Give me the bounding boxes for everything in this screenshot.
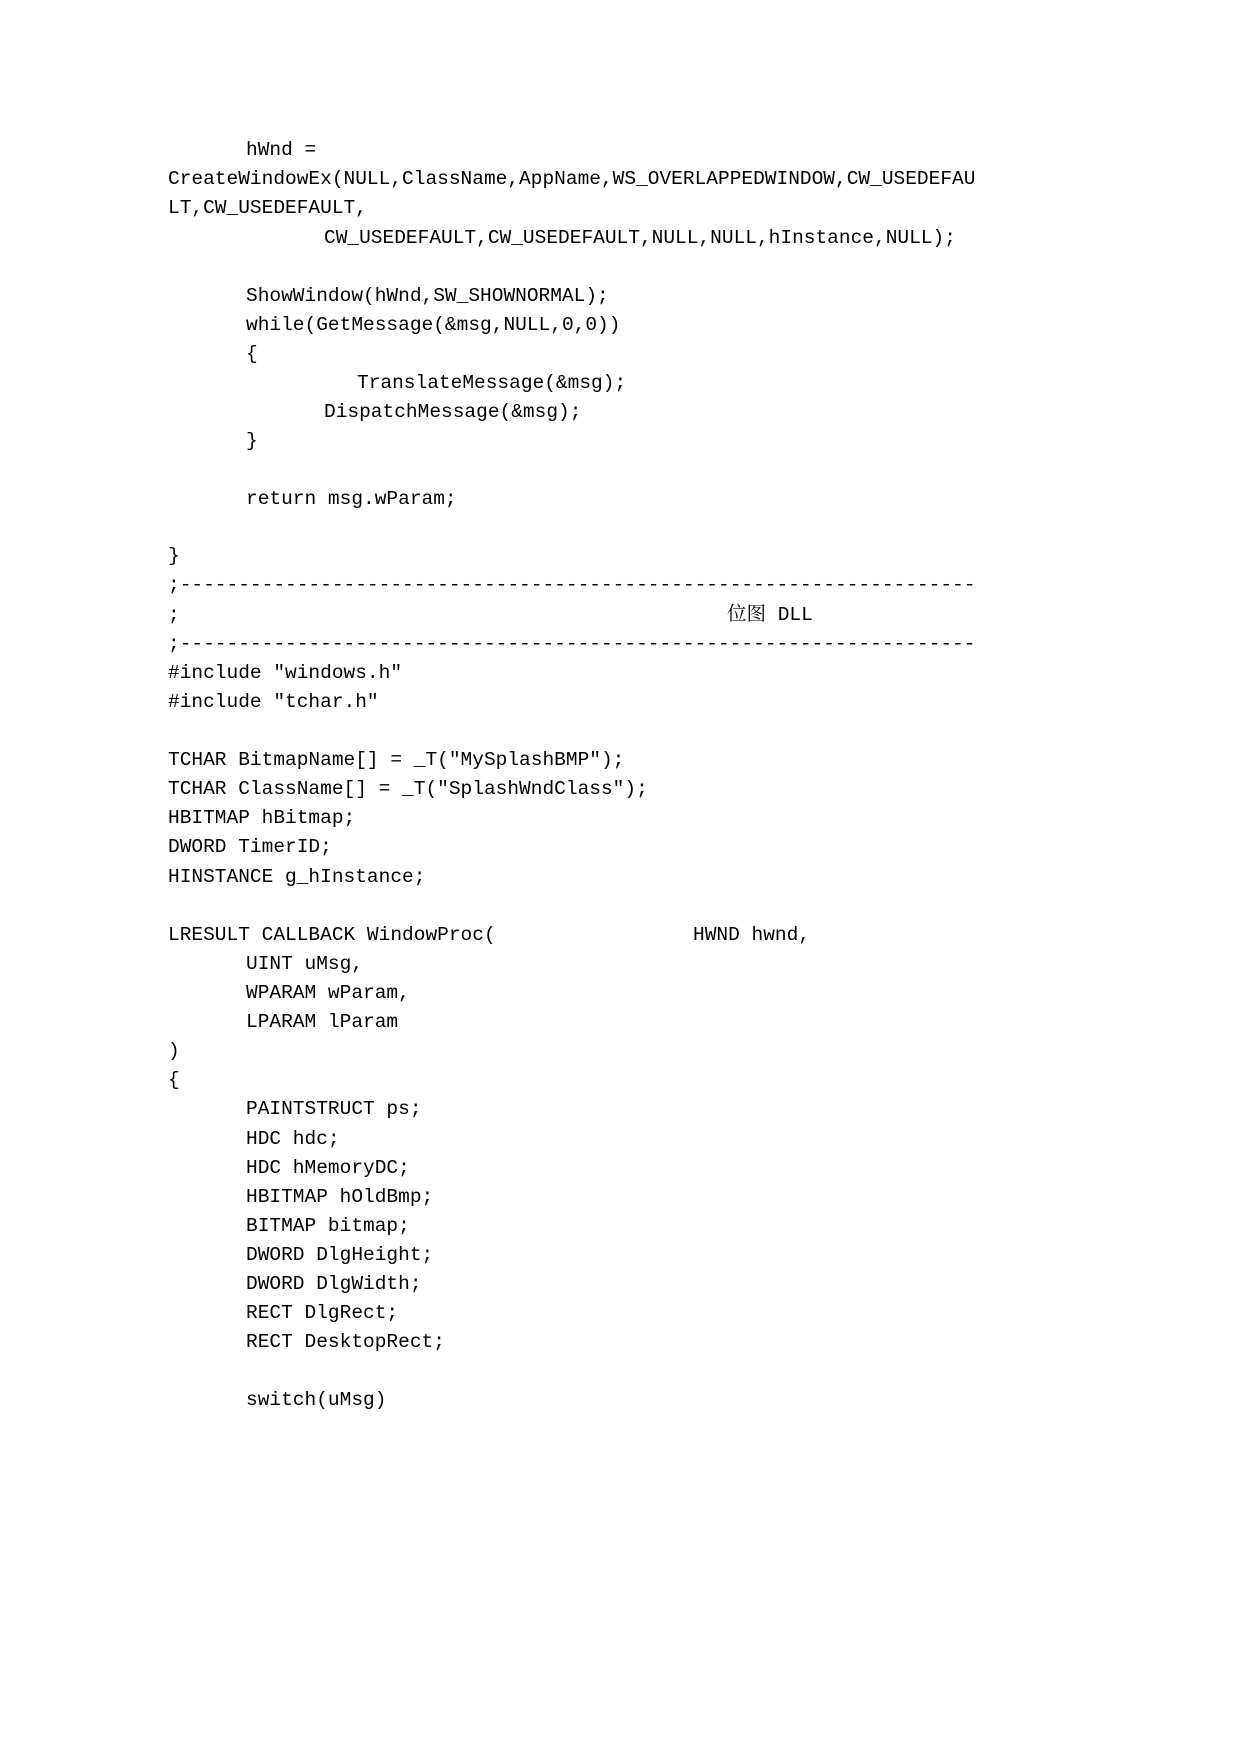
code-line-createwindowex-args: CW_USEDEFAULT,CW_USEDEFAULT,NULL,NULL,hInstance,NULL); xyxy=(324,227,956,249)
separator-line-bottom: ;-------------------------------------------------------------------- xyxy=(168,633,976,655)
code-line-hdc: HDC hdc; xyxy=(246,1128,340,1150)
code-line-showwindow: ShowWindow(hWnd,SW_SHOWNORMAL); xyxy=(246,285,609,307)
code-line-param-umsg: UINT uMsg, xyxy=(246,953,364,975)
code-line-dlgrect: RECT DlgRect; xyxy=(246,1302,399,1324)
code-line-open-brace: { xyxy=(246,343,258,365)
code-line-param-wparam: WPARAM wParam, xyxy=(246,982,410,1004)
code-line-hmemorydc: HDC hMemoryDC; xyxy=(246,1157,410,1179)
code-line-dispatchmessage: DispatchMessage(&msg); xyxy=(324,401,582,423)
code-line-include-tchar: #include "tchar.h" xyxy=(168,691,379,713)
code-line-body-open-brace: { xyxy=(168,1069,180,1091)
code-line-param-hwnd: HWND hwnd, xyxy=(693,924,811,946)
code-line-createwindowex: CreateWindowEx(NULL,ClassName,AppName,WS_OVERLAPPEDWINDOW,CW_USEDEFAU xyxy=(168,168,976,190)
code-line-while: while(GetMessage(&msg,NULL,0,0)) xyxy=(246,314,621,336)
separator-line-top: ;-------------------------------------------------------------------- xyxy=(168,574,976,596)
code-line-classname: TCHAR ClassName[] = _T("SplashWndClass"); xyxy=(168,778,648,800)
code-line-close-brace: } xyxy=(246,430,258,452)
code-line-return: return msg.wParam; xyxy=(246,488,457,510)
section-title: 位图 DLL xyxy=(727,604,813,626)
code-line-dlgwidth: DWORD DlgWidth; xyxy=(246,1273,422,1295)
code-line-translatemessage: TranslateMessage(&msg); xyxy=(357,372,627,394)
code-line-createwindowex-cont: LT,CW_USEDEFAULT, xyxy=(168,197,367,219)
code-line-hbitmap: HBITMAP hBitmap; xyxy=(168,807,356,829)
code-line-switch: switch(uMsg) xyxy=(246,1389,387,1411)
code-line-function-end: } xyxy=(168,545,180,567)
code-line-close-paren: ) xyxy=(168,1040,180,1062)
code-line-bitmapname: TCHAR BitmapName[] = _T("MySplashBMP"); xyxy=(168,749,625,771)
code-line-windowproc: LRESULT CALLBACK WindowProc( xyxy=(168,924,496,946)
code-line-hwnd-assign: hWnd = xyxy=(246,139,317,161)
code-line-desktoprect: RECT DesktopRect; xyxy=(246,1331,445,1353)
code-line-bitmap: BITMAP bitmap; xyxy=(246,1215,410,1237)
code-line-holdbmp: HBITMAP hOldBmp; xyxy=(246,1186,434,1208)
code-line-dlgheight: DWORD DlgHeight; xyxy=(246,1244,434,1266)
code-line-paintstruct: PAINTSTRUCT ps; xyxy=(246,1098,422,1120)
code-line-timerid: DWORD TimerID; xyxy=(168,836,332,858)
code-line-param-lparam: LPARAM lParam xyxy=(246,1011,399,1033)
comment-marker: ; xyxy=(168,604,180,626)
code-line-include-windows: #include "windows.h" xyxy=(168,662,403,684)
code-line-hinstance: HINSTANCE g_hInstance; xyxy=(168,866,426,888)
